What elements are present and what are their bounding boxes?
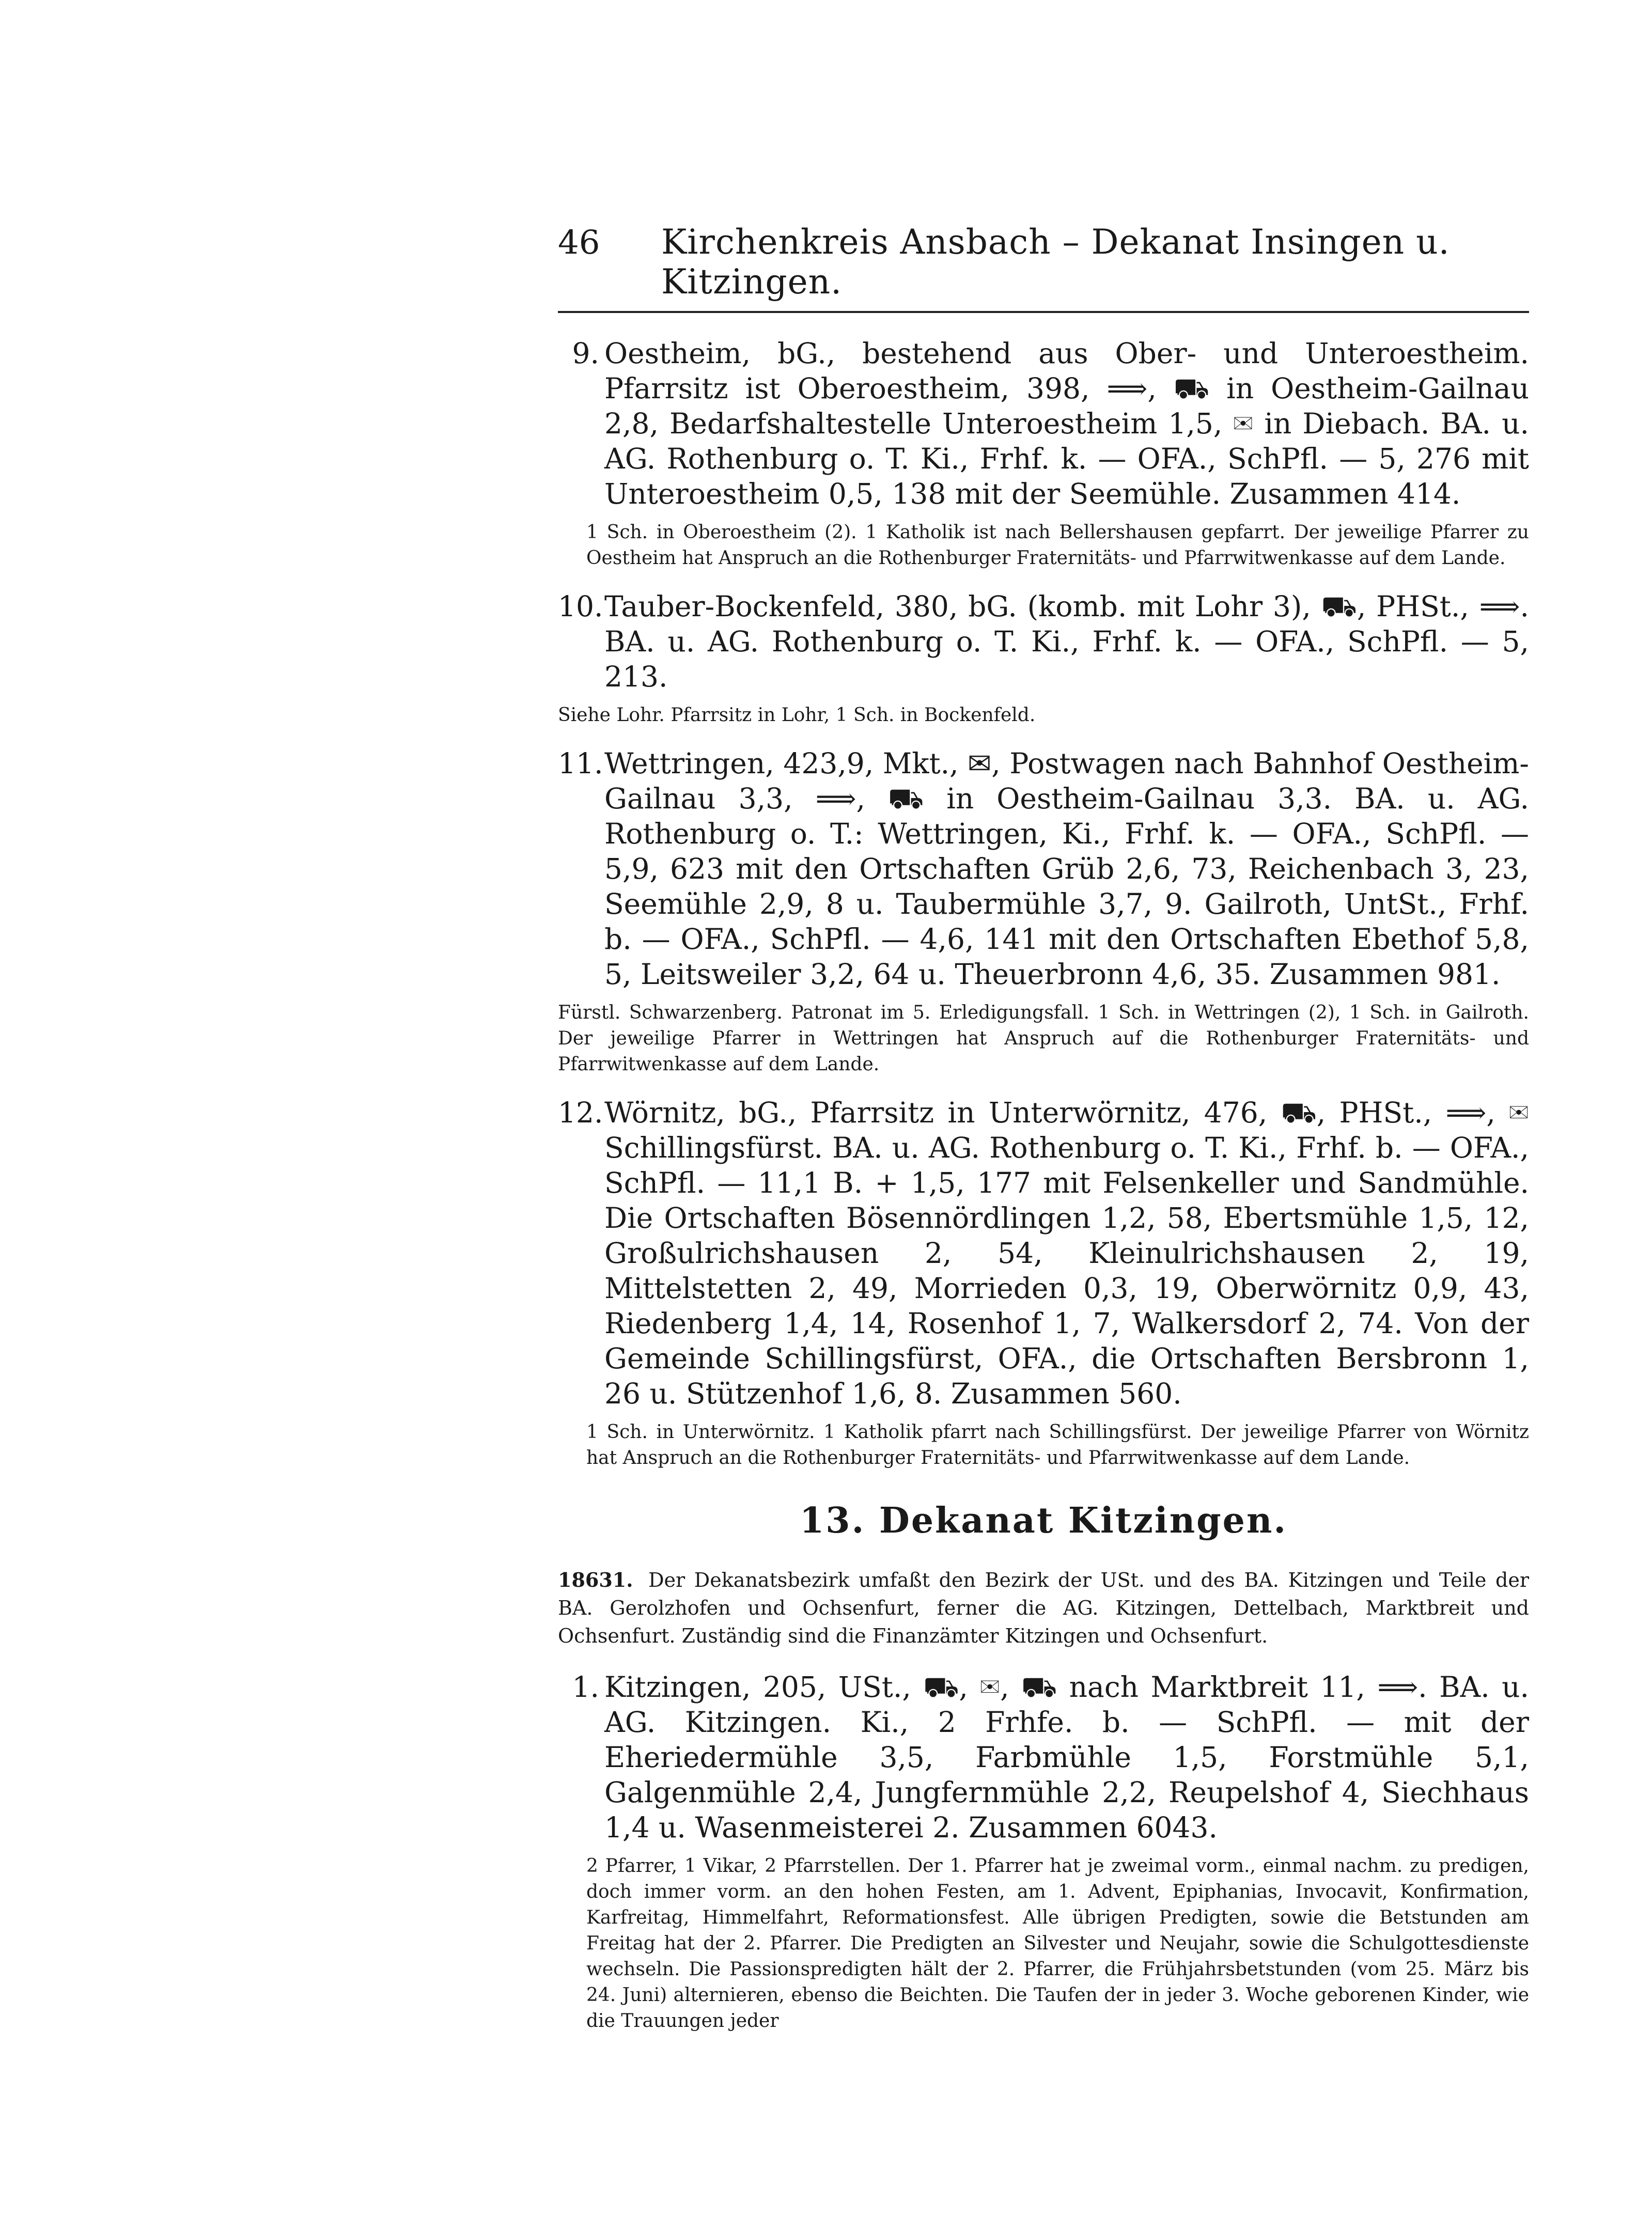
entry-note: Fürstl. Schwarzenberg. Patronat im 5. Erledigungsfall. 1 Sch. in Wettringen (2), 1 Sch. in Gailroth. Der jeweilige Pfarrer in Wettringen hat Anspruch auf die Rothenburger Fraternitäts- und Pfarrwitwenkasse auf dem Lande. <box>558 1002 1529 1075</box>
entry-tauber-bockenfeld <box>558 589 1529 694</box>
intro-text: Der Dekanatsbezirk umfaßt den Bezirk der USt. und des BA. Kitzingen und Teile der BA. Gerolzhofen und Ochsenfurt, ferner die AG. Kitzingen, Dettelbach, Marktbreit und Ochsenfurt. Zuständig sind die Finanzämter Kitzingen und Ochsenfurt. <box>558 1569 1529 1647</box>
entry-number: 12. <box>558 1096 603 1129</box>
section-intro <box>558 1566 1529 1650</box>
entry-note: 2 Pfarrer, 1 Vikar, 2 Pfarrstellen. Der 1. Pfarrer hat je zweimal vorm., einmal nachm. zu predigen, doch immer vorm. an den hohen Festen, am 1. Advent, Epiphanias, Invocavit, Konfirmation, Karfreitag, Himmelfahrt, Reformationsfest. Alle übrigen Predigten, sowie die Betstunden am Freitag hat der 2. Pfarrer. Die Predigten an Silvester und Neujahr, sowie die Schulgottesdienste wechseln. Die Passionspredigten hält der 2. Pfarrer, die Frühjahrsbetstunden (vom 25. März bis 24. Juni) alternieren, ebenso die Beichten. Die Taufen der in jeder 3. Woche geborenen Kinder, wie die Trauungen jeder <box>586 1855 1529 2032</box>
entry-note: 1 Sch. in Unterwörnitz. 1 Katholik pfarrt nach Schillingsfürst. Der jeweilige Pfarrer von Wörnitz hat Anspruch an die Rothenburger Fraternitäts- und Pfarrwitwenkasse auf dem Lande. <box>586 1422 1529 1469</box>
entry-note: Siehe Lohr. Pfarrsitz in Lohr, 1 Sch. in Bockenfeld. <box>558 705 1036 726</box>
entry-number: 9. <box>572 337 599 370</box>
document-page <box>558 222 1529 2052</box>
entry-text: Tauber-Bockenfeld, 380, bG. (komb. mit Lohr 3), ⛟, PHSt., ⟹. BA. u. AG. Rothenburg o. T. Ki., Frhf. k. — OFA., SchPfl. — 5, 213. <box>604 590 1529 693</box>
entry-note: 1 Sch. in Oberoestheim (2). 1 Katholik ist nach Bellershausen gepfarrt. Der jeweilige Pfarrer zu Oestheim hat Anspruch an die Rothenburger Fraternitäts- und Pfarrwitwenkasse auf dem Lande. <box>586 522 1529 569</box>
entry-oestheim <box>558 336 1529 511</box>
entry-number: 10. <box>558 590 603 623</box>
page-header <box>558 222 1529 313</box>
entry-wettringen <box>558 746 1529 992</box>
running-title: Kirchenkreis Ansbach – Dekanat Insingen u. Kitzingen. <box>661 222 1450 302</box>
entry-woernitz <box>558 1095 1529 1411</box>
entry-number: 11. <box>558 747 603 780</box>
entry-text: Kitzingen, 205, USt., ⛟, ✉, ⛟ nach Marktbreit 11, ⟹. BA. u. AG. Kitzingen. Ki., 2 Frhfe. b. — SchPfl. — mit der Eheriedermühle 3,5, Farbmühle 1,5, Forstmühle 5,1, Galgenmühle 2,4, Jungfernmühle 2,2, Reupelshof 4, Siechhaus 1,4 u. Wasenmeisterei 2. Zusammen 6043. <box>604 1670 1529 1844</box>
entry-text: Wettringen, 423,9, Mkt., ✉, Postwagen nach Bahnhof Oestheim-Gailnau 3,3, ⟹, ⛟ in Oestheim-Gailnau 3,3. BA. u. AG. Rothenburg o. T.: Wettringen, Ki., Frhf. k. — OFA., SchPfl. — 5,9, 623 mit den Ortschaften Grüb 2,6, 73, Reichenbach 3, 23, Seemühle 2,9, 8 u. Taubermühle 3,7, 9. Gailroth, UntSt., Frhf. b. — OFA., SchPfl. — 4,6, 141 mit den Ortschaften Ebethof 5,8, 5, Leitsweiler 3,2, 64 u. Theuerbronn 4,6, 35. Zusammen 981. <box>604 747 1529 991</box>
entry-text: Oestheim, bG., bestehend aus Ober- und Unteroestheim. Pfarrsitz ist Oberoestheim, 398, ⟹, ⛟ in Oestheim-Gailnau 2,8, Bedarfshaltestelle Unteroestheim 1,5, ✉ in Diebach. BA. u. AG. Rothenburg o. T. Ki., Frhf. k. — OFA., SchPfl. — 5, 276 mit Unteroestheim 0,5, 138 mit der Seemühle. Zusammen 414. <box>604 337 1529 510</box>
intro-number: 18631. <box>558 1568 633 1591</box>
page-number: 46 <box>558 224 600 262</box>
entry-text: Wörnitz, bG., Pfarrsitz in Unterwörnitz, 476, ⛟, PHSt., ⟹, ✉ Schillingsfürst. BA. u. AG. Rothenburg o. T. Ki., Frhf. b. — OFA., SchPfl. — 11,1 B. + 1,5, 177 mit Felsenkeller und Sandmühle. Die Ortschaften Bösennördlingen 1,2, 58, Ebertsmühle 1,5, 12, Großulrichshausen 2, 54, Kleinulrichshausen 2, 19, Mittelstetten 2, 49, Morrieden 0,3, 19, Oberwörnitz 0,9, 43, Riedenberg 1,4, 14, Rosenhof 1, 7, Walkersdorf 2, 74. Von der Gemeinde Schillingsfürst, OFA., die Ortschaften Bersbronn 1, 26 u. Stützenhof 1,6, 8. Zusammen 560. <box>604 1096 1529 1410</box>
entry-kitzingen <box>558 1669 1529 1845</box>
entry-number: 1. <box>572 1670 599 1704</box>
section-title: 13. Dekanat Kitzingen. <box>799 1500 1288 1541</box>
